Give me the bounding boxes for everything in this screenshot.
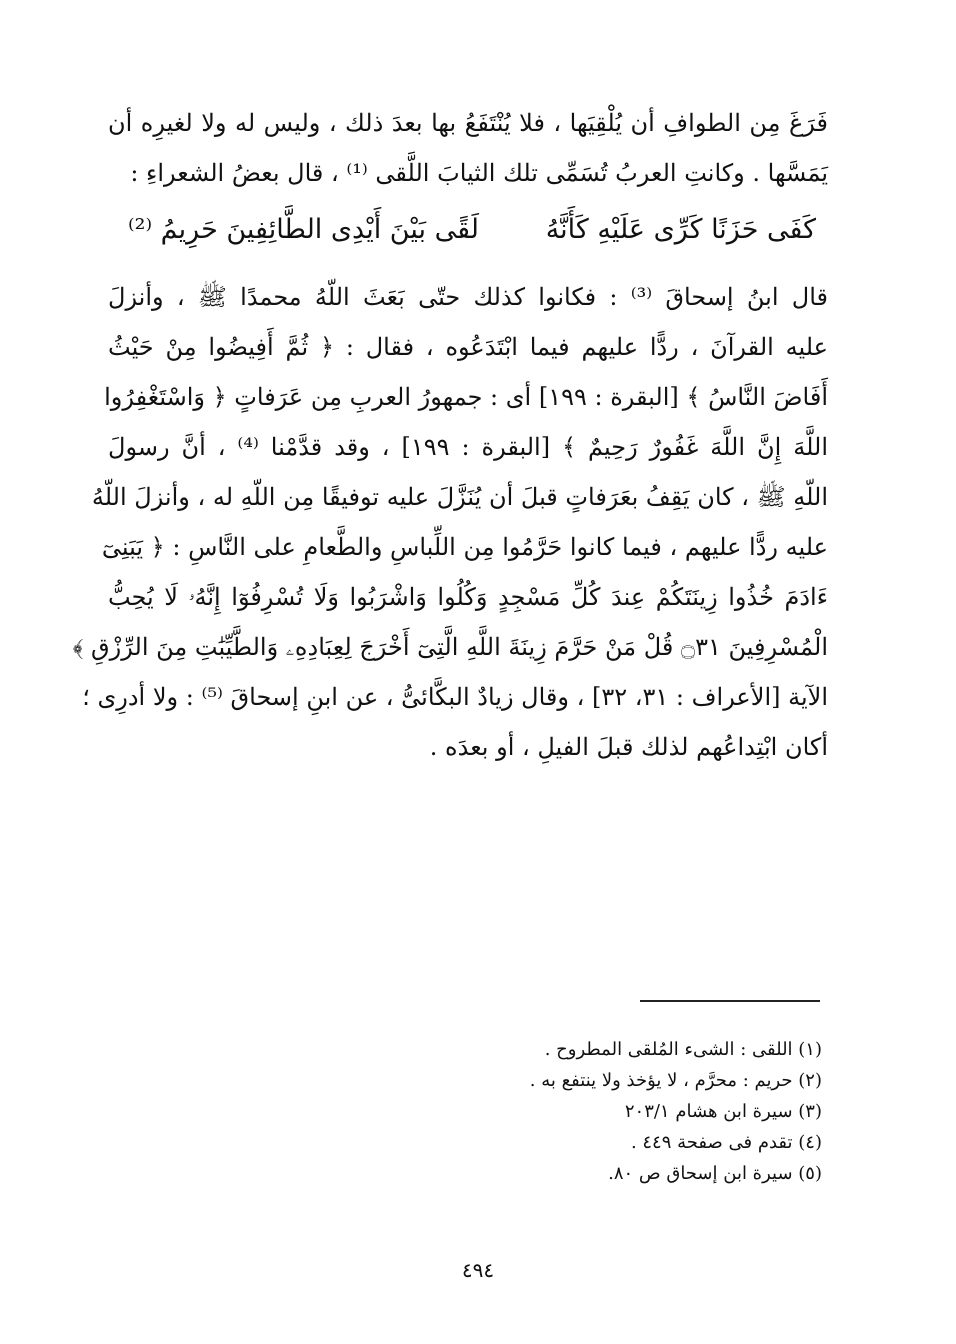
footnotes [302, 1034, 822, 1189]
main-text [72, 98, 829, 772]
footnote-item: (٤) تقدم فى صفحة ٤٤٩ . [630, 1132, 822, 1153]
verse-second-hemistich: لَقًى بَيْنَ أَيْدِى الطَّائِفِينَ حَرِيمُ ⁽²⁾ [128, 214, 479, 245]
text-line: عليه القرآنَ ، ردًّا عليهم فيما ابْتَدَعُوه ، فقال : ﴿ ثُمَّ أَفِيضُوا مِنْ حَيْثُ [108, 333, 828, 361]
page-number: ٤٩٤ [461, 1258, 495, 1282]
text-line: يَمَسَّها . وكانتِ العربُ تُسَمِّى تلك الثيابَ اللَّقى ⁽¹⁾ ، قال بعضُ الشعراءِ : [130, 159, 828, 187]
text-line: أكان ابْتِداعُهم لذلك قبلَ الفيلِ ، أو بعدَه . [429, 733, 828, 761]
text-line: اللّهِ ﷺ ، كان يَقِفُ بعَرَفاتٍ قبلَ أن يُنَزَّلَ عليه توفيقًا مِن اللّهِ له ، وأنزلَ اللّهُ [91, 483, 828, 511]
text-line: أَفَاضَ النَّاسُ ﴾ [البقرة : ١٩٩] أى : جمهورُ العربِ مِن عَرَفاتٍ ﴿ وَاسْتَغْفِرُوا [104, 383, 828, 411]
text-line: الآية [الأعراف : ٣١، ٣٢] ، وقال زيادٌ البكَّائىُّ ، عن ابنِ إسحاقَ ⁽⁵⁾ : ولا أدرِى ؛ [82, 683, 828, 711]
poetry-verse [108, 200, 828, 260]
footnote-divider [640, 1000, 820, 1002]
verse-first-hemistich: كَفَى حَزَنًا كَرِّى عَلَيْهِ كَأَنَّهُ [545, 214, 816, 245]
text-line: اللَّهَ إِنَّ اللَّهَ غَفُورٌ رَحِيمٌ ﴾ [البقرة : ١٩٩] ، وقد قدَّمْنا ⁽⁴⁾ ، أنَّ رسولَ [108, 433, 829, 461]
text-line: ءَادَمَ خُذُوا زِينَتَكُمْ عِندَ كُلِّ مَسْجِدٍ وَكُلُوا وَاشْرَبُوا وَلَا تُسْرِفُوٓا إِنَّهُۥ لَا يُحِبُّ [108, 583, 828, 611]
text-line: قال ابنُ إسحاقَ ⁽³⁾ : فكانوا كذلك حتّى بَعَثَ اللّهُ محمدًا ﷺ ، وأنزلَ [108, 283, 828, 311]
footnote-item: (٣) سيرة ابن هشام ٢٠٣/١ [624, 1101, 822, 1122]
text-line: الْمُسْرِفِينَ ۝٣١ قُلْ مَنْ حَرَّمَ زِينَةَ اللَّهِ الَّتِىٓ أَخْرَجَ لِعِبَادِهِۦ وَالطَّيِّبَٰتِ مِنَ الرِّزْقِ ﴾ [72, 633, 828, 661]
footnote-item: (٥) سيرة ابن إسحاق ص ٨٠. [608, 1163, 822, 1184]
footnote-item: (١) اللقى : الشىء المُلقى المطروح . [544, 1039, 822, 1060]
text-line: عليه ردًّا عليهم ، فيما كانوا حَرَّمُوا مِن اللِّباسِ والطَّعامِ على النَّاسِ : ﴿ يَبَنِىٓ [101, 533, 828, 561]
footnote-item: (٢) حريم : محرَّم ، لا يؤخذ ولا ينتفع به . [529, 1070, 822, 1091]
text-line: فَرَغَ مِن الطوافِ أن يُلْقِيَها ، فلا يُنْتَفَعُ بها بعدَ ذلك ، وليس له ولا لغيرِه أن [108, 109, 828, 137]
